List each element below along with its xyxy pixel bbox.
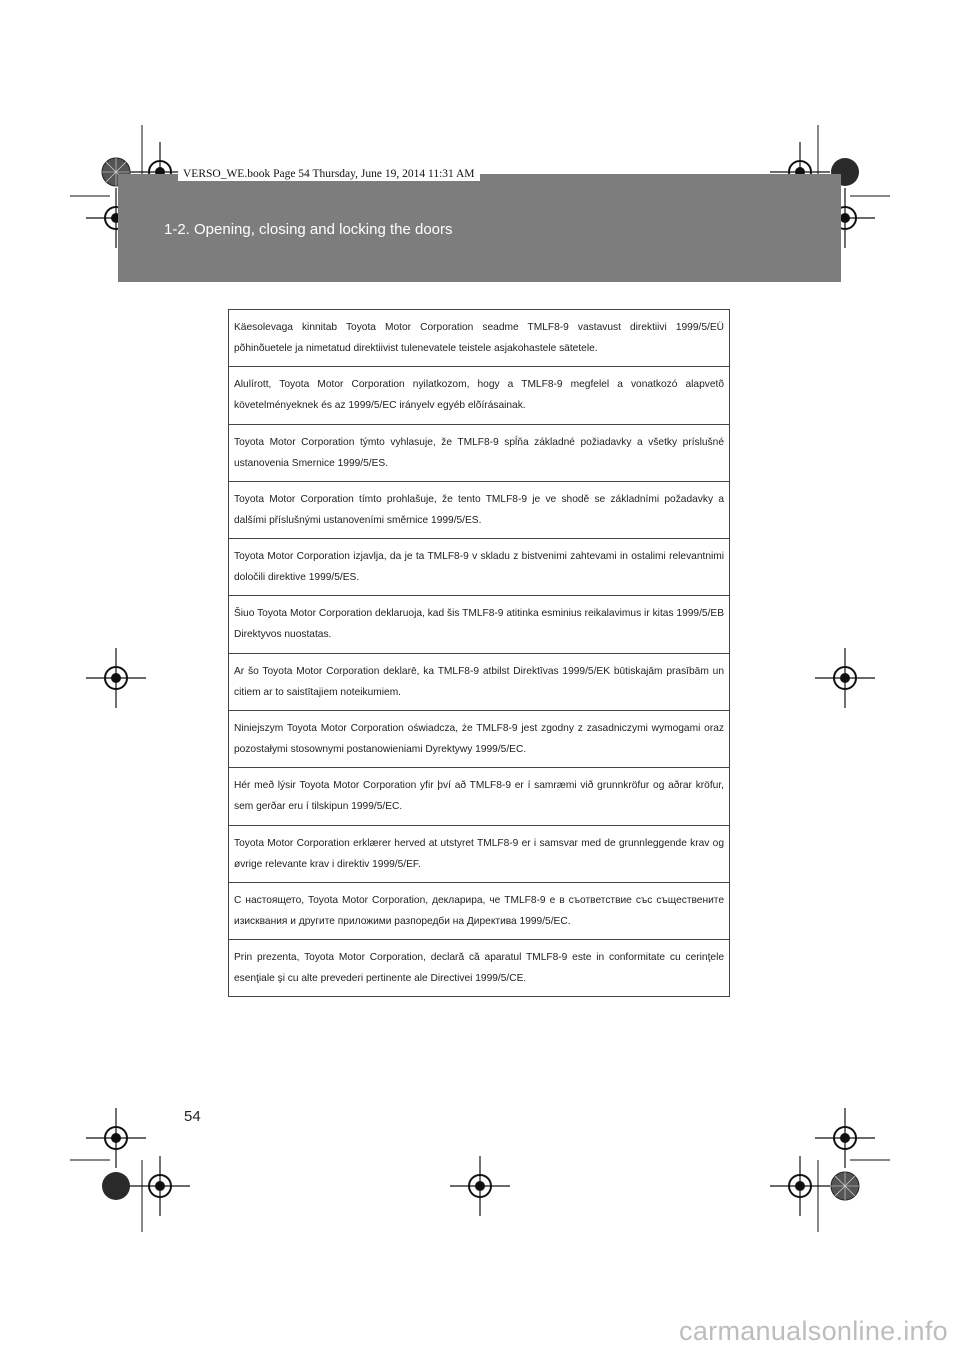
dark-disc-mark [102,1172,130,1200]
declaration-norwegian: Toyota Motor Corporation erklærer herved at utstyret TMLF8-9 er i samsvar med de grunnleggende krav og øvrige relevante krav i direktiv 1999/5/EF. [229,826,729,883]
registration-target [130,1156,190,1216]
registration-target [815,648,875,708]
sunburst-mark [831,1172,859,1200]
declaration-icelandic: Hér með lýsir Toyota Motor Corporation yfir því að TMLF8-9 er í samræmi við grunnkröfur og aðrar kröfur, sem gerðar eru í tilskipun 1999/5/EC. [229,768,729,825]
registration-target [450,1156,510,1216]
declaration-bulgarian: С настоящето, Toyota Motor Corporation, декларира, че TMLF8-9 е в съответствие със съществените изисквания и другите приложими разпоредби на Директива 1999/5/ЕС. [229,883,729,940]
declaration-czech: Toyota Motor Corporation tímto prohlašuje, že tento TMLF8-9 je ve shodě se základními požadavky a dalšími příslušnými ustanoveními směrnice 1999/5/ES. [229,482,729,539]
page-number: 54 [184,1108,201,1125]
declaration-polish: Niniejszym Toyota Motor Corporation oświadcza, że TMLF8-9 jest zgodny z zasadniczymi wymogami oraz pozostałymi stosownymi postanowieniami Dyrektywy 1999/5/EC. [229,711,729,768]
registration-target [815,1108,875,1168]
declaration-slovak: Toyota Motor Corporation týmto vyhlasuje, že TMLF8-9 spĺňa základné požiadavky a všetky príslušné ustanovenia Smernice 1999/5/ES. [229,425,729,482]
registration-target [86,1108,146,1168]
declaration-lithuanian: Šiuo Toyota Motor Corporation deklaruoja, kad šis TMLF8-9 atitinka esminius reikalavimus ir kitas 1999/5/EB Direktyvos nuostatas. [229,596,729,653]
registration-target [86,648,146,708]
declaration-table [228,309,730,997]
section-title: 1-2. Opening, closing and locking the doors [164,221,453,238]
registration-target [770,1156,830,1216]
book-stamp: VERSO_WE.book Page 54 Thursday, June 19, 2014 11:31 AM [178,167,480,181]
declaration-slovenian: Toyota Motor Corporation izjavlja, da je ta TMLF8-9 v skladu z bistvenimi zahtevami in ostalimi relevantnimi določili direktive 1999/5/ES. [229,539,729,596]
declaration-romanian: Prin prezenta, Toyota Motor Corporation, declară că aparatul TMLF8-9 este in conformitate cu cerinţele esenţiale şi cu alte prevederi pertinente ale Directivei 1999/5/CE. [234,952,724,985]
declaration-estonian: Käesolevaga kinnitab Toyota Motor Corporation seadme TMLF8-9 vastavust direktiivi 1999/5/EÜ põhinõuetele ja nimetatud direktiivist tulenevatele teistele asjakohastele sätetele. [229,310,729,367]
watermark-url[interactable]: carmanualsonline.info [679,1316,948,1346]
declaration-latvian: Ar šo Toyota Motor Corporation deklarē, ka TMLF8-9 atbilst Direktīvas 1999/5/EK būtiskajām prasībām un citiem ar to saistītajiem noteikumiem. [229,654,729,711]
declaration-hungarian: Alulírott, Toyota Motor Corporation nyilatkozom, hogy a TMLF8-9 megfelel a vonatkozó alapvetõ követelményeknek és az 1999/5/EC irányelv egyéb elõírásainak. [229,367,729,424]
